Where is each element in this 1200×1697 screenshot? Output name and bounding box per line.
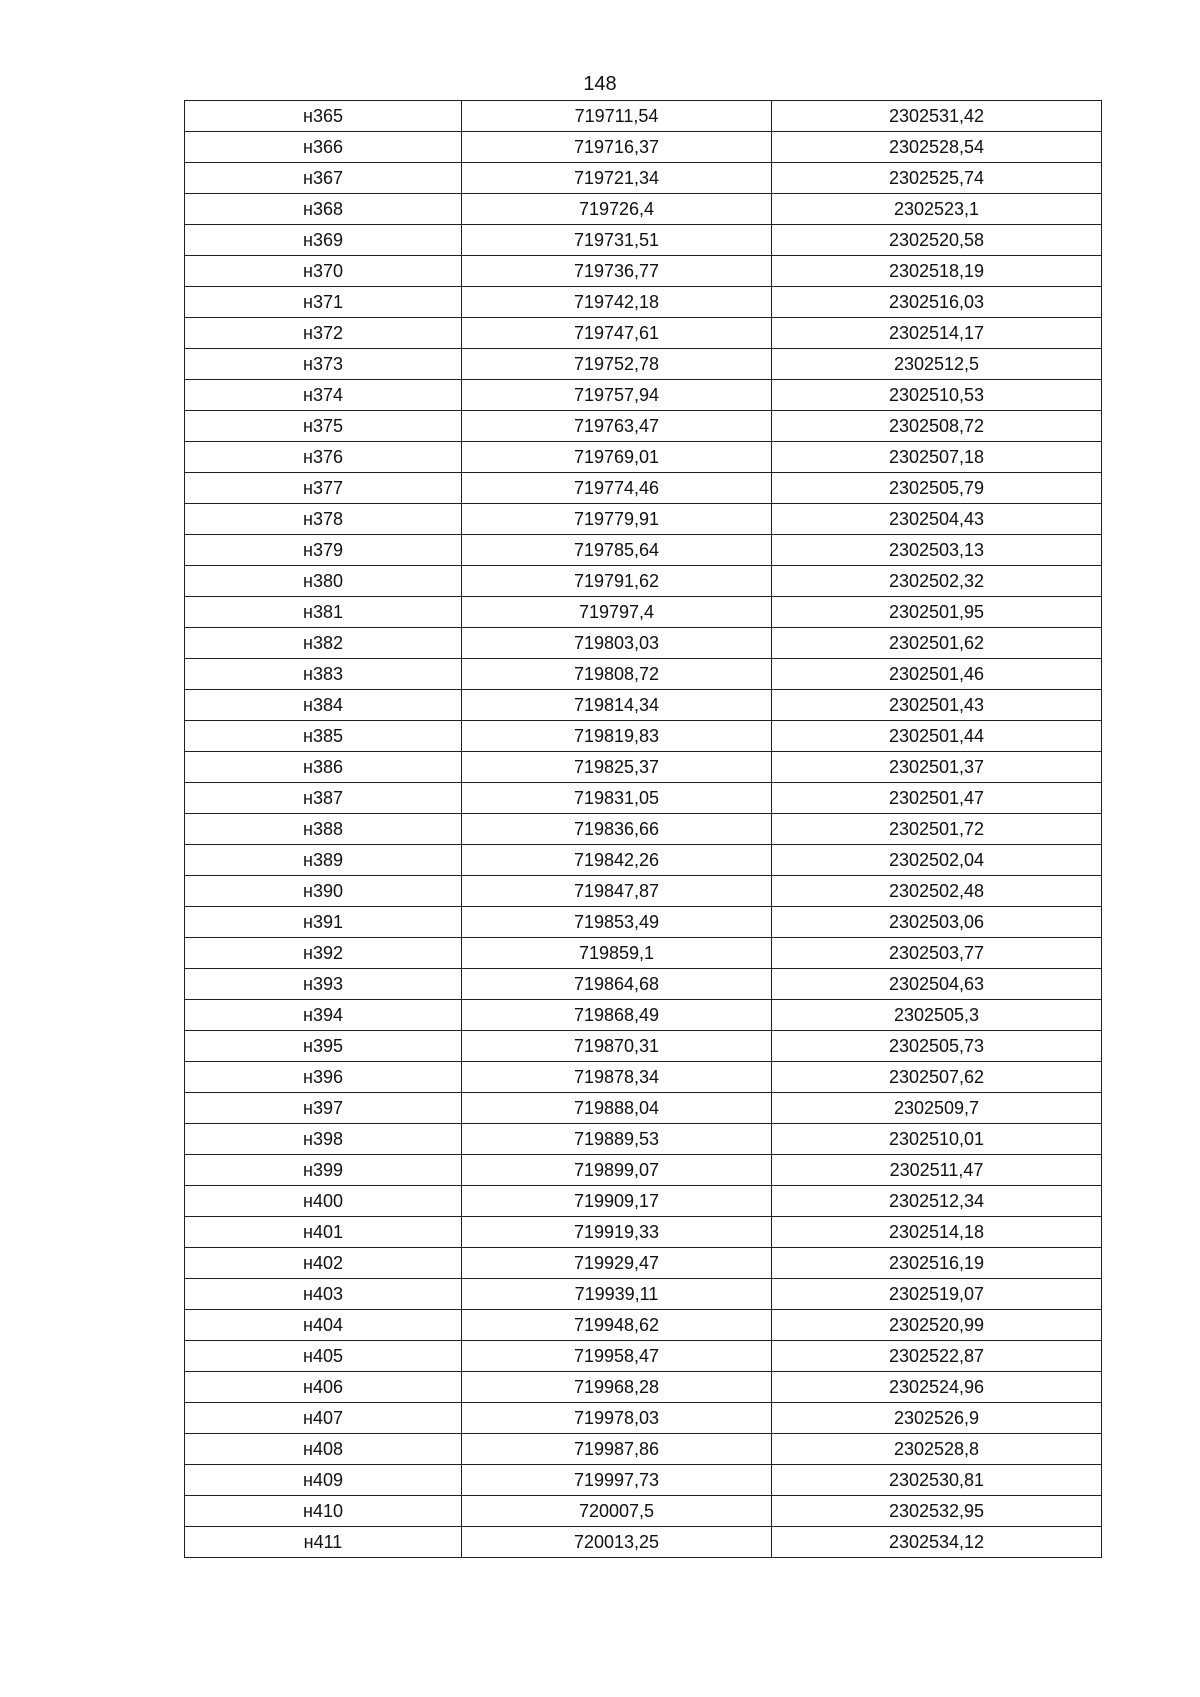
y-coordinate-cell: 2302501,62	[772, 628, 1102, 659]
table-row	[185, 969, 1102, 1000]
x-coordinate-cell: 719859,1	[462, 938, 772, 969]
table-row	[185, 1217, 1102, 1248]
point-id-cell: н405	[185, 1341, 462, 1372]
y-coordinate-cell: 2302511,47	[772, 1155, 1102, 1186]
point-id-cell: н386	[185, 752, 462, 783]
y-coordinate-cell: 2302534,12	[772, 1527, 1102, 1558]
point-id-cell: н370	[185, 256, 462, 287]
table-row	[185, 1403, 1102, 1434]
table-row	[185, 566, 1102, 597]
point-id-cell: н367	[185, 163, 462, 194]
point-id-cell: н406	[185, 1372, 462, 1403]
table-row	[185, 256, 1102, 287]
x-coordinate-cell: 719842,26	[462, 845, 772, 876]
y-coordinate-cell: 2302505,79	[772, 473, 1102, 504]
y-coordinate-cell: 2302526,9	[772, 1403, 1102, 1434]
x-coordinate-cell: 719878,34	[462, 1062, 772, 1093]
y-coordinate-cell: 2302520,99	[772, 1310, 1102, 1341]
table-row	[185, 938, 1102, 969]
point-id-cell: н368	[185, 194, 462, 225]
x-coordinate-cell: 719736,77	[462, 256, 772, 287]
y-coordinate-cell: 2302520,58	[772, 225, 1102, 256]
table-row	[185, 1310, 1102, 1341]
y-coordinate-cell: 2302501,72	[772, 814, 1102, 845]
point-id-cell: н378	[185, 504, 462, 535]
point-id-cell: н402	[185, 1248, 462, 1279]
point-id-cell: н383	[185, 659, 462, 690]
table-row	[185, 907, 1102, 938]
table-row	[185, 411, 1102, 442]
y-coordinate-cell: 2302502,04	[772, 845, 1102, 876]
x-coordinate-cell: 719757,94	[462, 380, 772, 411]
x-coordinate-cell: 719779,91	[462, 504, 772, 535]
table-row	[185, 814, 1102, 845]
table-row	[185, 659, 1102, 690]
x-coordinate-cell: 719978,03	[462, 1403, 772, 1434]
y-coordinate-cell: 2302512,5	[772, 349, 1102, 380]
point-id-cell: н396	[185, 1062, 462, 1093]
y-coordinate-cell: 2302509,7	[772, 1093, 1102, 1124]
table-row	[185, 287, 1102, 318]
point-id-cell: н393	[185, 969, 462, 1000]
y-coordinate-cell: 2302504,43	[772, 504, 1102, 535]
table-row	[185, 473, 1102, 504]
point-id-cell: н387	[185, 783, 462, 814]
x-coordinate-cell: 719853,49	[462, 907, 772, 938]
y-coordinate-cell: 2302518,19	[772, 256, 1102, 287]
point-id-cell: н385	[185, 721, 462, 752]
table-row	[185, 1155, 1102, 1186]
page-number: 148	[583, 73, 617, 95]
y-coordinate-cell: 2302524,96	[772, 1372, 1102, 1403]
x-coordinate-cell: 719831,05	[462, 783, 772, 814]
x-coordinate-cell: 719726,4	[462, 194, 772, 225]
y-coordinate-cell: 2302505,3	[772, 1000, 1102, 1031]
y-coordinate-cell: 2302501,95	[772, 597, 1102, 628]
table-row	[185, 1527, 1102, 1558]
y-coordinate-cell: 2302503,13	[772, 535, 1102, 566]
x-coordinate-cell: 719997,73	[462, 1465, 772, 1496]
point-id-cell: н371	[185, 287, 462, 318]
y-coordinate-cell: 2302528,8	[772, 1434, 1102, 1465]
point-id-cell: н399	[185, 1155, 462, 1186]
x-coordinate-cell: 719864,68	[462, 969, 772, 1000]
x-coordinate-cell: 719836,66	[462, 814, 772, 845]
point-id-cell: н382	[185, 628, 462, 659]
y-coordinate-cell: 2302510,53	[772, 380, 1102, 411]
coordinates-table	[184, 100, 1102, 1558]
table-row	[185, 349, 1102, 380]
point-id-cell: н410	[185, 1496, 462, 1527]
point-id-cell: н404	[185, 1310, 462, 1341]
table-row	[185, 690, 1102, 721]
x-coordinate-cell: 719774,46	[462, 473, 772, 504]
point-id-cell: н395	[185, 1031, 462, 1062]
y-coordinate-cell: 2302510,01	[772, 1124, 1102, 1155]
x-coordinate-cell: 719870,31	[462, 1031, 772, 1062]
y-coordinate-cell: 2302503,77	[772, 938, 1102, 969]
x-coordinate-cell: 720013,25	[462, 1527, 772, 1558]
y-coordinate-cell: 2302530,81	[772, 1465, 1102, 1496]
table-row	[185, 1248, 1102, 1279]
y-coordinate-cell: 2302502,48	[772, 876, 1102, 907]
x-coordinate-cell: 719899,07	[462, 1155, 772, 1186]
x-coordinate-cell: 720007,5	[462, 1496, 772, 1527]
x-coordinate-cell: 719808,72	[462, 659, 772, 690]
y-coordinate-cell: 2302503,06	[772, 907, 1102, 938]
table-row	[185, 380, 1102, 411]
y-coordinate-cell: 2302501,47	[772, 783, 1102, 814]
x-coordinate-cell: 719939,11	[462, 1279, 772, 1310]
y-coordinate-cell: 2302502,32	[772, 566, 1102, 597]
y-coordinate-cell: 2302528,54	[772, 132, 1102, 163]
x-coordinate-cell: 719711,54	[462, 101, 772, 132]
x-coordinate-cell: 719888,04	[462, 1093, 772, 1124]
x-coordinate-cell: 719797,4	[462, 597, 772, 628]
x-coordinate-cell: 719803,03	[462, 628, 772, 659]
y-coordinate-cell: 2302504,63	[772, 969, 1102, 1000]
point-id-cell: н379	[185, 535, 462, 566]
x-coordinate-cell: 719747,61	[462, 318, 772, 349]
point-id-cell: н366	[185, 132, 462, 163]
y-coordinate-cell: 2302516,19	[772, 1248, 1102, 1279]
y-coordinate-cell: 2302501,37	[772, 752, 1102, 783]
y-coordinate-cell: 2302516,03	[772, 287, 1102, 318]
y-coordinate-cell: 2302514,18	[772, 1217, 1102, 1248]
table-row	[185, 876, 1102, 907]
y-coordinate-cell: 2302531,42	[772, 101, 1102, 132]
y-coordinate-cell: 2302507,62	[772, 1062, 1102, 1093]
point-id-cell: н372	[185, 318, 462, 349]
point-id-cell: н388	[185, 814, 462, 845]
table-row	[185, 1434, 1102, 1465]
x-coordinate-cell: 719716,37	[462, 132, 772, 163]
point-id-cell: н365	[185, 101, 462, 132]
point-id-cell: н377	[185, 473, 462, 504]
y-coordinate-cell: 2302505,73	[772, 1031, 1102, 1062]
x-coordinate-cell: 719721,34	[462, 163, 772, 194]
table-row	[185, 225, 1102, 256]
table-row	[185, 318, 1102, 349]
table-row	[185, 1279, 1102, 1310]
table-row	[185, 1093, 1102, 1124]
x-coordinate-cell: 719909,17	[462, 1186, 772, 1217]
table-row	[185, 535, 1102, 566]
point-id-cell: н381	[185, 597, 462, 628]
table-row	[185, 845, 1102, 876]
y-coordinate-cell: 2302532,95	[772, 1496, 1102, 1527]
x-coordinate-cell: 719958,47	[462, 1341, 772, 1372]
table-row	[185, 752, 1102, 783]
point-id-cell: н409	[185, 1465, 462, 1496]
y-coordinate-cell: 2302512,34	[772, 1186, 1102, 1217]
y-coordinate-cell: 2302522,87	[772, 1341, 1102, 1372]
x-coordinate-cell: 719791,62	[462, 566, 772, 597]
y-coordinate-cell: 2302523,1	[772, 194, 1102, 225]
point-id-cell: н374	[185, 380, 462, 411]
coordinates-table-body	[185, 101, 1102, 1558]
x-coordinate-cell: 719929,47	[462, 1248, 772, 1279]
point-id-cell: н411	[185, 1527, 462, 1558]
y-coordinate-cell: 2302514,17	[772, 318, 1102, 349]
point-id-cell: н401	[185, 1217, 462, 1248]
table-row	[185, 1372, 1102, 1403]
point-id-cell: н373	[185, 349, 462, 380]
x-coordinate-cell: 719968,28	[462, 1372, 772, 1403]
y-coordinate-cell: 2302501,46	[772, 659, 1102, 690]
x-coordinate-cell: 719814,34	[462, 690, 772, 721]
x-coordinate-cell: 719948,62	[462, 1310, 772, 1341]
point-id-cell: н389	[185, 845, 462, 876]
point-id-cell: н394	[185, 1000, 462, 1031]
point-id-cell: н391	[185, 907, 462, 938]
point-id-cell: н398	[185, 1124, 462, 1155]
point-id-cell: н375	[185, 411, 462, 442]
table-row	[185, 1341, 1102, 1372]
table-row	[185, 1124, 1102, 1155]
table-row	[185, 597, 1102, 628]
y-coordinate-cell: 2302508,72	[772, 411, 1102, 442]
y-coordinate-cell: 2302519,07	[772, 1279, 1102, 1310]
table-row	[185, 163, 1102, 194]
table-row	[185, 504, 1102, 535]
table-row	[185, 1000, 1102, 1031]
x-coordinate-cell: 719847,87	[462, 876, 772, 907]
table-row	[185, 1062, 1102, 1093]
table-row	[185, 442, 1102, 473]
table-row	[185, 132, 1102, 163]
x-coordinate-cell: 719763,47	[462, 411, 772, 442]
table-row	[185, 721, 1102, 752]
table-row	[185, 783, 1102, 814]
point-id-cell: н403	[185, 1279, 462, 1310]
y-coordinate-cell: 2302507,18	[772, 442, 1102, 473]
x-coordinate-cell: 719742,18	[462, 287, 772, 318]
x-coordinate-cell: 719889,53	[462, 1124, 772, 1155]
point-id-cell: н380	[185, 566, 462, 597]
point-id-cell: н407	[185, 1403, 462, 1434]
table-row	[185, 1186, 1102, 1217]
x-coordinate-cell: 719987,86	[462, 1434, 772, 1465]
x-coordinate-cell: 719919,33	[462, 1217, 772, 1248]
point-id-cell: н400	[185, 1186, 462, 1217]
table-row	[185, 1031, 1102, 1062]
x-coordinate-cell: 719769,01	[462, 442, 772, 473]
x-coordinate-cell: 719731,51	[462, 225, 772, 256]
point-id-cell: н384	[185, 690, 462, 721]
table-row	[185, 1496, 1102, 1527]
x-coordinate-cell: 719819,83	[462, 721, 772, 752]
table-row	[185, 194, 1102, 225]
table-row	[185, 101, 1102, 132]
table-row	[185, 1465, 1102, 1496]
x-coordinate-cell: 719825,37	[462, 752, 772, 783]
y-coordinate-cell: 2302525,74	[772, 163, 1102, 194]
point-id-cell: н390	[185, 876, 462, 907]
point-id-cell: н392	[185, 938, 462, 969]
point-id-cell: н369	[185, 225, 462, 256]
point-id-cell: н408	[185, 1434, 462, 1465]
point-id-cell: н376	[185, 442, 462, 473]
table-row	[185, 628, 1102, 659]
x-coordinate-cell: 719785,64	[462, 535, 772, 566]
y-coordinate-cell: 2302501,44	[772, 721, 1102, 752]
y-coordinate-cell: 2302501,43	[772, 690, 1102, 721]
x-coordinate-cell: 719868,49	[462, 1000, 772, 1031]
x-coordinate-cell: 719752,78	[462, 349, 772, 380]
point-id-cell: н397	[185, 1093, 462, 1124]
